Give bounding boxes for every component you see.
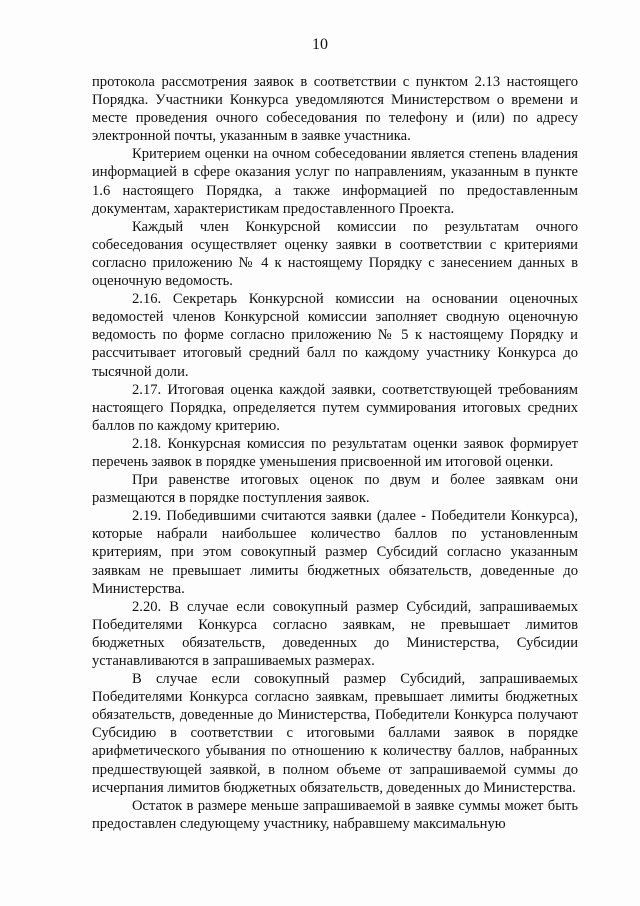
paragraph-10: В случае если совокупный размер Субсидий, запрашиваемых Победителями Конкурса согласно заявкам, превышает лимиты бюджетных обязательств, доведенные до Министерства, Победители Конкурса получают Субсидию в соответствии с итоговыми баллами заявок в порядке арифметического убывания по отношению к количеству баллов, набранных предшествующей заявкой, в полном объеме от запрашиваемой суммы до исчерпания лимитов бюджетных обязательств, доведенных до Министерства. <box>92 671 578 796</box>
paragraph-2: Критерием оценки на очном собеседовании является степень владения информацией в сфере оказания услуг по направлениям, указанным в пункте 1.6 настоящего Порядка, а также информацией по предоставленным документам, характеристикам предоставленного Проекта. <box>92 146 578 217</box>
paragraph-6: 2.18. Конкурсная комиссия по результатам оценки заявок формирует перечень заявок в порядке уменьшения присвоенной им итоговой оценки. <box>92 435 578 470</box>
paragraph-11: Остаток в размере меньше запрашиваемой в заявке суммы может быть предоставлен следующему участнику, набравшему максимальную <box>92 797 578 832</box>
paragraph-3: Каждый член Конкурсной комиссии по результатам очного собеседования осуществляет оценку заявки в соответствии с критериями согласно приложению № 4 к настоящему Порядку с занесением данных в оценочную ведомость. <box>92 218 578 290</box>
paragraph-1: протокола рассмотрения заявок в соответствии с пунктом 2.13 настоящего Порядка. Участники Конкурса уведомляются Министерством о времени и месте проведения очного собеседования по телефону и (или) по адресу электронной почты, указанным в заявке участника. <box>92 74 578 145</box>
document-body <box>92 73 578 833</box>
page-number: 10 <box>312 36 328 53</box>
paragraph-8: 2.19. Победившими считаются заявки (далее - Победители Конкурса), которые набрали наибольшее количество баллов по установленным критериям, при этом совокупный размер Субсидий согласно указанным заявкам не превышает лимиты бюджетных обязательств, доведенные до Министерства. <box>92 508 578 597</box>
paragraph-4: 2.16. Секретарь Конкурсной комиссии на основании оценочных ведомостей членов Конкурсной комиссии заполняет сводную оценочную ведомость по форме согласно приложению № 5 к настоящему Порядку и рассчитывает итоговый средний балл по каждому участнику Конкурса до тысячной доли. <box>92 291 578 380</box>
paragraph-7: При равенстве итоговых оценок по двум и более заявкам они размещаются в порядке поступления заявок. <box>92 472 578 507</box>
paragraph-9: 2.20. В случае если совокупный размер Субсидий, запрашиваемых Победителями Конкурса согласно заявкам, не превышает лимитов бюджетных обязательств, доведенных до Министерства, Субсидии устанавливаются в запрашиваемых размерах. <box>92 598 578 669</box>
paragraph-5: 2.17. Итоговая оценка каждой заявки, соответствующей требованиям настоящего Порядка, определяется путем суммирования итоговых средних баллов по каждому критерию. <box>92 381 578 434</box>
